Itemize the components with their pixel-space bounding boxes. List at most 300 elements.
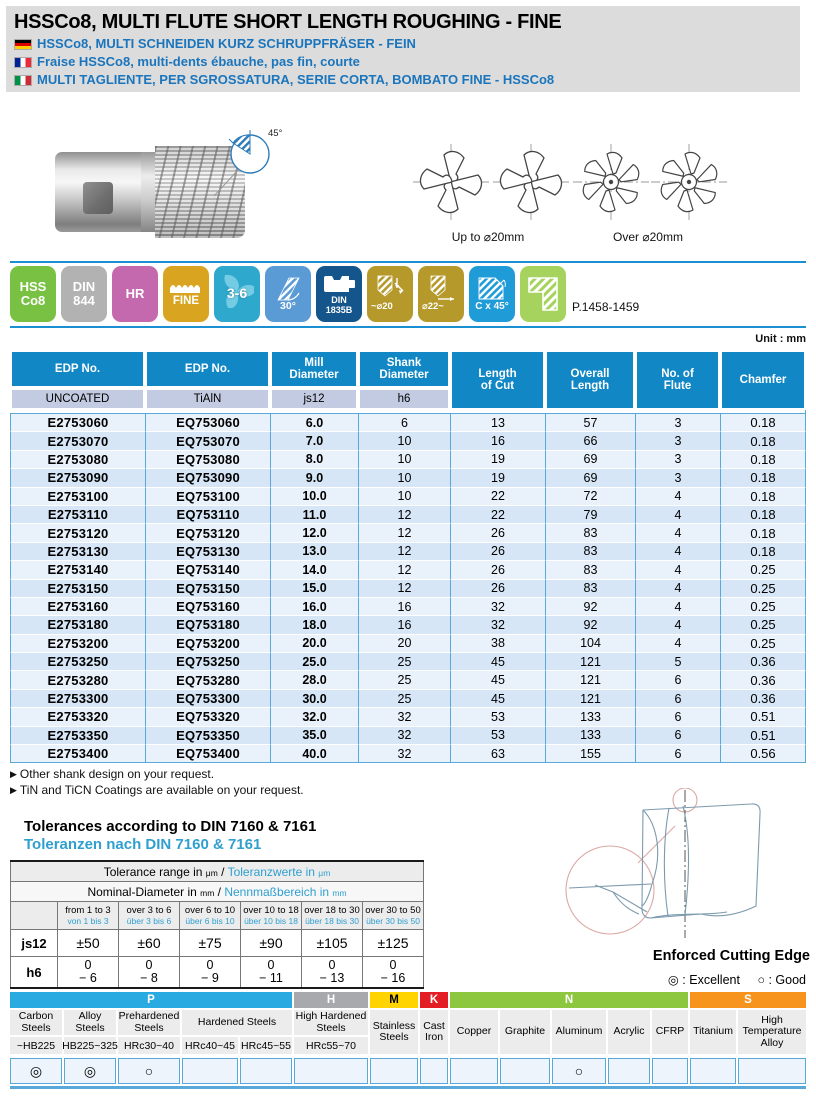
table-row [10,523,806,541]
table-cell: 32.0 [270,707,358,725]
table-cell: 16.0 [270,597,358,615]
table-cell: E2753350 [10,726,145,744]
page-reference: P.1458-1459 [572,300,640,314]
material-rating: ○ [552,1058,606,1084]
table-cell: 0.18 [720,505,806,523]
table-cell: 63 [450,744,545,763]
badge-slot [520,266,566,322]
material-group-M: M [370,992,418,1008]
footnote-2-text: TiN and TiCN Coatings are available on your request. [19,783,304,797]
js12-value: ±105 [302,930,363,957]
table-cell: E2753200 [10,634,145,652]
table-cell: EQ753070 [145,431,270,449]
table-cell: 13 [450,413,545,431]
table-cell: E2753070 [10,431,145,449]
table-cell: 26 [450,560,545,578]
table-cell: 11.0 [270,505,358,523]
table-cell: 19 [450,468,545,486]
bullet-icon: ▶ [10,769,17,779]
table-cell: 45 [450,689,545,707]
column-header: Length of Cut [450,350,545,410]
table-row [10,744,806,763]
table-row [10,634,806,652]
h6-value: 0 − 11 [241,957,302,989]
table-cell: E2753280 [10,670,145,688]
h6-value: 0 − 16 [363,957,424,989]
table-cell: 0.51 [720,707,806,725]
h6-label: h6 [11,957,58,989]
legend-good: ○ : Good [757,973,806,987]
material-group-K: K [420,992,448,1008]
h6-value: 0 − 9 [180,957,241,989]
table-cell: 4 [635,487,720,505]
table-cell: 0.18 [720,487,806,505]
table-cell: 32 [450,597,545,615]
table-cell: 0.25 [720,634,806,652]
diameter-range-cell: over 10 to 18 über 10 bis 18 [241,902,302,930]
table-cell: 20 [358,634,450,652]
footnotes [10,766,304,798]
tolerance-heading [24,818,316,854]
table-cell: 133 [545,707,635,725]
column-header: No. of Flute [635,350,720,410]
table-cell: 104 [545,634,635,652]
table-cell: 38 [450,634,545,652]
table-row [10,413,806,431]
material-rating [738,1058,806,1084]
tolerance-heading-de: Toleranzen nach DIN 7160 & 7161 [24,836,262,853]
table-row [10,652,806,670]
table-cell: 0.56 [720,744,806,763]
table-cell: EQ753080 [145,450,270,468]
table-cell: EQ753350 [145,726,270,744]
column-subheader: TiAlN [145,388,270,410]
badge-label: DIN [72,278,96,294]
table-row [10,560,806,578]
table-cell: EQ753060 [145,413,270,431]
table-cell: E2753100 [10,487,145,505]
material-name: High Hardened Steels [295,1010,367,1034]
legend-excellent: ◎ : Excellent [667,973,740,987]
chamfer-c45-icon [477,276,507,301]
table-cell: 10 [358,468,450,486]
badge-label: FINE [172,294,200,307]
table-cell: 3 [635,431,720,449]
material-rating [500,1058,550,1084]
table-cell: 0.25 [720,597,806,615]
badge-hr [112,266,158,322]
footnote-1-text: Other shank design on your request. [19,767,215,781]
table-row [10,689,806,707]
column-header: Chamfer [720,350,806,410]
caption-upto-20: Up to ⌀20mm [451,230,525,244]
material-name: CFRP [652,1010,688,1054]
dia-over-22-icon [424,275,458,302]
table-cell: 0.18 [720,542,806,560]
table-cell: EQ753160 [145,597,270,615]
divider-bottom [10,326,806,328]
table-cell: 0.18 [720,468,806,486]
material-name: Carbon Steels [10,1010,62,1035]
weldon-flat [83,182,113,214]
table-cell: E2753120 [10,523,145,541]
table-cell: 32 [358,707,450,725]
table-cell: 19 [450,450,545,468]
table-cell: 10 [358,431,450,449]
badge-label: 844 [73,293,95,308]
german-flag-icon [14,39,32,50]
h6-value: 0 − 13 [302,957,363,989]
column-subheader: js12 [270,388,358,410]
subtitle-fr [14,54,800,70]
table-cell: 10 [358,487,450,505]
table-cell: 6.0 [270,413,358,431]
table-cell: 32 [358,726,450,744]
table-cell: EQ753280 [145,670,270,688]
material-rating [652,1058,688,1084]
material-rating [420,1058,448,1084]
table-cell: 4 [635,597,720,615]
diameter-range-cell: over 3 to 6 über 3 bis 6 [119,902,180,930]
column-header: EDP No. [10,350,145,388]
subtitle-de-text: HSSCo8, MULTI SCHNEIDEN KURZ SCHRUPPFRÄSER - FEIN [37,36,416,51]
table-cell: 20.0 [270,634,358,652]
table-cell: 6 [635,670,720,688]
table-row [10,615,806,633]
subtitle-de [14,36,800,52]
table-cell: 0.25 [720,615,806,633]
table-cell: 72 [545,487,635,505]
product-dimensions-table [10,350,806,763]
material-rating [608,1058,650,1084]
chamfer-detail-callout [200,126,310,218]
subtitle-fr-text: Fraise HSSCo8, multi-dents ébauche, pas fin, courte [37,54,360,69]
table-cell: 12 [358,542,450,560]
table-cell: EQ753110 [145,505,270,523]
caption-over-20: Over ⌀20mm [613,230,683,244]
slot-icon [524,275,562,313]
badge-din-1835b [316,266,362,322]
badge-label: C x 45° [475,301,509,312]
nominal-diameter-header: Nominal-Diameter in mm / Nennmaßbereich in mm [11,882,424,902]
table-row [10,450,806,468]
table-cell: 0.18 [720,431,806,449]
table-cell: 3 [635,450,720,468]
product-figure [0,126,816,258]
tolerance-table [10,860,424,989]
material-name: Alloy Steels [64,1010,116,1035]
material-rating [294,1058,368,1084]
table-cell: 3 [635,468,720,486]
badge-label: 1835B [325,305,353,315]
js12-value: ±50 [58,930,119,957]
column-subheader: h6 [358,388,450,410]
material-rating [690,1058,736,1084]
table-cell: 6 [358,413,450,431]
table-cell: 4 [635,579,720,597]
table-cell: 133 [545,726,635,744]
italian-flag-icon [14,75,32,86]
table-cell: 121 [545,670,635,688]
badge-dia-over-22 [418,266,464,322]
badge-helix-30 [265,266,311,322]
badge-label: 3-6 [226,285,248,302]
table-cell: 92 [545,597,635,615]
table-cell: E2753180 [10,615,145,633]
table-cell: 16 [450,431,545,449]
js12-row [11,930,424,957]
material-hardness: ~HB225 [10,1037,62,1054]
unit-label: Unit : mm [755,333,806,345]
table-cell: 155 [545,744,635,763]
table-cell: 6 [635,726,720,744]
material-rating: ◎ [64,1058,116,1084]
table-cell: EQ753320 [145,707,270,725]
tolerance-heading-en: Tolerances according to DIN 7160 & 7161 [24,818,317,835]
table-cell: EQ753130 [145,542,270,560]
table-cell: 40.0 [270,744,358,763]
table-cell: 0.25 [720,560,806,578]
diameter-range-cell: over 6 to 10 über 6 bis 10 [180,902,241,930]
badge-fine [163,266,209,322]
table-cell: 9.0 [270,468,358,486]
table-cell: 10.0 [270,487,358,505]
table-cell: EQ753120 [145,523,270,541]
material-group-N: N [450,992,688,1008]
helix-30-icon [272,276,304,301]
material-name: Graphite [500,1010,550,1054]
table-cell: 32 [450,615,545,633]
table-cell: 57 [545,413,635,431]
table-row [10,468,806,486]
material-hardness: HRc40~45 [182,1037,238,1054]
table-cell: 10 [358,450,450,468]
tolerance-range-header: Tolerance range in μm / Toleranzwerte in μm [11,861,424,882]
table-cell: EQ753100 [145,487,270,505]
table-cell: 4 [635,634,720,652]
table-cell: 69 [545,468,635,486]
table-cell: EQ753090 [145,468,270,486]
cross-section-6flute-a [572,140,650,229]
table-cell: 5 [635,652,720,670]
cross-section-4flute-a [412,140,490,229]
material-ratings-row [10,1058,806,1089]
badge-label: HSS [19,278,47,294]
cross-section-4flute-b [492,140,570,229]
badge-dia-upto-20 [367,266,413,322]
table-cell: 30.0 [270,689,358,707]
badge-chamfer-c45 [469,266,515,322]
table-cell: 53 [450,726,545,744]
table-row [10,726,806,744]
table-cell: 83 [545,579,635,597]
spec-badge-strip [10,266,566,322]
material-name: Titanium [690,1010,736,1054]
material-name: Copper [450,1010,498,1054]
column-header: EDP No. [145,350,270,388]
subtitle-it-text: MULTI TAGLIENTE, PER SGROSSATURA, SERIE CORTA, BOMBATO FINE - HSSCo8 [37,72,555,87]
table-cell: 22 [450,487,545,505]
table-row [10,542,806,560]
table-row [10,597,806,615]
badge-label: Co8 [20,293,46,308]
table-cell: 83 [545,523,635,541]
h6-value: 0 − 8 [119,957,180,989]
enforced-cutting-edge-drawing [555,788,810,951]
table-cell: 4 [635,505,720,523]
table-row [10,707,806,725]
enforced-cutting-edge-label: Enforced Cutting Edge [652,948,810,964]
material-group-S: S [690,992,806,1008]
table-cell: 13.0 [270,542,358,560]
table-cell: 45 [450,670,545,688]
table-cell: 22 [450,505,545,523]
table-cell: EQ753180 [145,615,270,633]
table-cell: 83 [545,560,635,578]
material-group-H: H [294,992,368,1008]
table-cell: 12 [358,560,450,578]
table-cell: 25.0 [270,652,358,670]
diameter-range-cell: over 30 to 50 über 30 bis 50 [363,902,424,930]
table-row [10,670,806,688]
table-cell: 12 [358,505,450,523]
cross-section-6flute-b [650,140,728,229]
table-cell: 7.0 [270,431,358,449]
table-row [10,431,806,449]
diameter-range-cell: from 1 to 3 von 1 bis 3 [58,902,119,930]
material-name: Acrylic [608,1010,650,1054]
table-cell: EQ753300 [145,689,270,707]
table-cell: E2753250 [10,652,145,670]
table-cell: 4 [635,560,720,578]
material-hardness: HRc45~55 [240,1037,292,1054]
table-cell: 16 [358,597,450,615]
table-cell: 25 [358,652,450,670]
footnote-2 [10,782,304,798]
material-rating: ◎ [10,1058,62,1084]
din-1835b-icon [321,273,357,295]
table-cell: 0.36 [720,689,806,707]
table-cell: 69 [545,450,635,468]
bullet-icon: ▶ [10,785,17,795]
table-cell: 45 [450,652,545,670]
dia-upto-20-icon [373,275,407,302]
table-cell: 66 [545,431,635,449]
table-cell: 12 [358,579,450,597]
table-row [10,505,806,523]
table-cell: 26 [450,542,545,560]
table-row [10,487,806,505]
table-cell: 0.18 [720,413,806,431]
material-hardness: HRc55~70 [294,1037,368,1054]
table-cell: EQ753400 [145,744,270,763]
table-cell: 14.0 [270,560,358,578]
table-cell: 0.36 [720,670,806,688]
table-cell: 4 [635,615,720,633]
badge-label: 30° [280,299,296,312]
table-cell: 92 [545,615,635,633]
table-cell: 18.0 [270,615,358,633]
table-cell: 16 [358,615,450,633]
material-group-P: P [10,992,292,1008]
table-cell: E2753400 [10,744,145,763]
material-name: Cast Iron [420,1010,448,1054]
french-flag-icon [14,57,32,68]
table-cell: 0.51 [720,726,806,744]
table-cell: 3 [635,413,720,431]
js12-label: js12 [11,930,58,957]
blank-cell [11,902,58,930]
badge-label: ~⌀20 [371,301,393,313]
table-cell: 26 [450,579,545,597]
material-rating [182,1058,238,1084]
table-cell: 121 [545,689,635,707]
badge-label: HR [125,285,145,301]
tolerance-range-header-row [11,861,424,882]
table-cell: E2753300 [10,689,145,707]
table-cell: E2753080 [10,450,145,468]
chamfer-angle-label: 45° [268,128,283,139]
table-cell: E2753090 [10,468,145,486]
fine-icon [169,281,203,294]
table-cell: 79 [545,505,635,523]
material-name: Hardened Steels [182,1010,292,1035]
table-cell: 4 [635,523,720,541]
nominal-diameter-header-row [11,882,424,902]
table-cell: 12 [358,523,450,541]
table-cell: EQ753250 [145,652,270,670]
badge-flutes-3-6 [214,266,260,322]
material-name: High Temperature Alloy [738,1010,806,1054]
table-cell: EQ753200 [145,634,270,652]
table-cell: E2753110 [10,505,145,523]
table-cell: 25 [358,689,450,707]
table-cell: 0.18 [720,450,806,468]
material-name: Aluminum [552,1010,606,1054]
table-row [10,579,806,597]
material-rating [450,1058,498,1084]
material-hardness: HB225~325 [64,1037,116,1054]
table-cell: 0.36 [720,652,806,670]
table-cell: 8.0 [270,450,358,468]
table-cell: E2753150 [10,579,145,597]
h6-row [11,957,424,989]
js12-value: ±90 [241,930,302,957]
subtitle-it [14,72,800,88]
material-name: Prehardened Steels [118,1010,180,1034]
badge-hss-co8 [10,266,56,322]
table-cell: E2753060 [10,413,145,431]
header-panel [6,6,800,92]
table-cell: E2753130 [10,542,145,560]
rating-legend [654,972,806,987]
table-cell: 35.0 [270,726,358,744]
js12-value: ±75 [180,930,241,957]
badge-din-844 [61,266,107,322]
material-grid [10,992,806,1054]
column-header: Overall Length [545,350,635,410]
table-cell: 121 [545,652,635,670]
badge-label: DIN [331,294,347,305]
material-name: Stainless Steels [370,1010,418,1054]
h6-value: 0 − 6 [58,957,119,989]
badge-label: ⌀22~ [422,301,444,313]
column-subheader: UNCOATED [10,388,145,410]
mill-neck [141,152,155,232]
table-cell: 15.0 [270,579,358,597]
diameter-range-cell: over 18 to 30 über 18 bis 30 [302,902,363,930]
js12-value: ±60 [119,930,180,957]
